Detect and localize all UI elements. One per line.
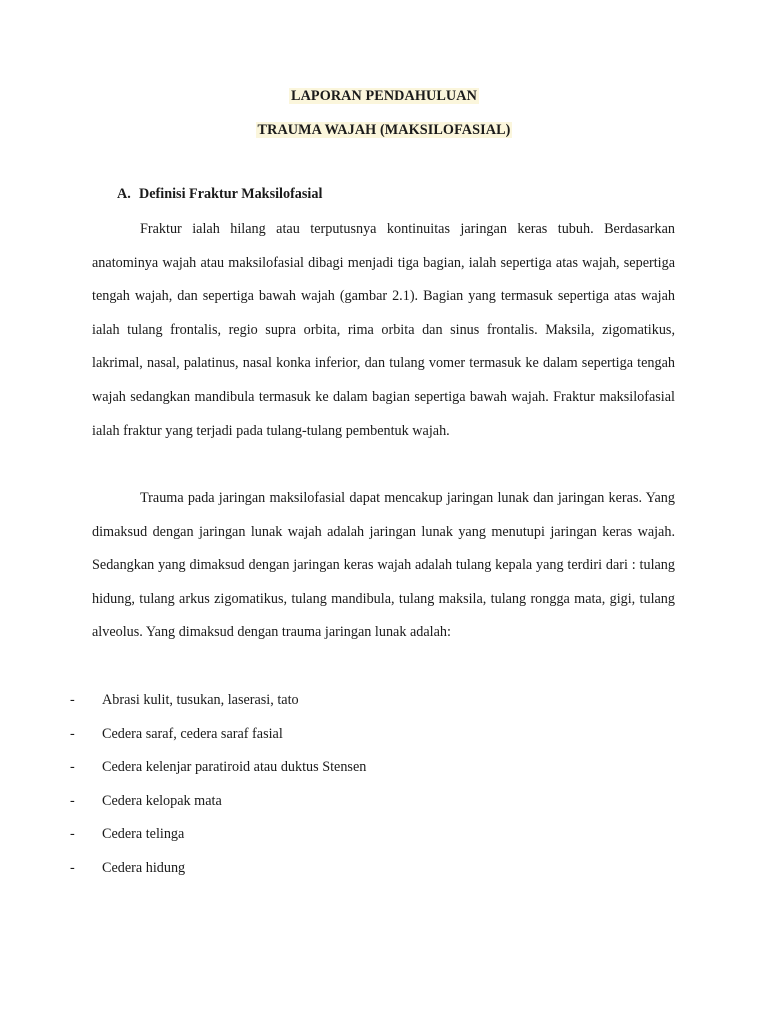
- list-item-text: Cedera telinga: [102, 826, 185, 843]
- bullet-dash: -: [70, 759, 75, 776]
- list-item: [0, 787, 768, 821]
- section-letter: A.: [117, 186, 131, 202]
- list-item: [0, 820, 768, 854]
- paragraph-1: Fraktur ialah hilang atau terputusnya kontinuitas jaringan keras tubuh. Berdasarkan anatominya wajah atau maksilofasial dibagi menjadi tiga bagian, ialah sepertiga atas wajah, sepertiga tengah wajah, dan sepertiga bawah wajah (gambar 2.1). Bagian yang termasuk sepertiga atas wajah ialah tulang frontalis, regio supra orbita, rima orbita dan sinus frontalis. Maksila, zigomatikus, lakrimal, nasal, palatinus, nasal konka inferior, dan tulang vomer termasuk ke dalam sepertiga tengah wajah sedangkan mandibula termasuk ke dalam bagian sepertiga bawah wajah. Fraktur maksilofasial ialah fraktur yang terjadi pada tulang-tulang pembentuk wajah.: [92, 221, 675, 439]
- list-item: [0, 854, 768, 888]
- title-line-2: TRAUMA WAJAH (MAKSILOFASIAL): [257, 122, 511, 138]
- list-item-text: Cedera kelopak mata: [102, 792, 222, 809]
- bullet-dash: -: [70, 725, 75, 742]
- paragraph-2: Trauma pada jaringan maksilofasial dapat mencakup jaringan lunak dan jaringan keras. Yang dimaksud dengan jaringan lunak wajah adalah jaringan lunak yang menutupi jaringan keras wajah. Sedangkan yang dimaksud dengan jaringan keras wajah adalah tulang kepala yang terdiri dari : tulang hidung, tulang arkus zigomatikus, tulang mandibula, tulang maksila, tulang rongga mata, gigi, tulang alveolus. Yang dimaksud dengan trauma jaringan lunak adalah:: [92, 490, 675, 641]
- list-item: [0, 720, 768, 754]
- section-heading: [117, 186, 322, 203]
- document-title: [0, 88, 768, 105]
- list-item-text: Cedera hidung: [102, 859, 186, 876]
- list-item-text: Cedera kelenjar paratiroid atau duktus Stensen: [102, 759, 367, 776]
- bullet-dash: -: [70, 692, 75, 708]
- list-item-text: Abrasi kulit, tusukan, laserasi, tato: [102, 692, 299, 708]
- bullet-dash: -: [70, 826, 75, 843]
- bullet-dash: -: [70, 792, 75, 809]
- document-subtitle: [0, 122, 768, 139]
- section-heading-text: Definisi Fraktur Maksilofasial: [139, 186, 323, 202]
- title-line-1: LAPORAN PENDAHULUAN: [291, 88, 477, 104]
- bullet-dash: -: [70, 859, 75, 876]
- list-item-text: Cedera saraf, cedera saraf fasial: [102, 725, 283, 742]
- bullet-list: [0, 686, 768, 888]
- list-item: [0, 753, 768, 787]
- list-item: [0, 686, 768, 720]
